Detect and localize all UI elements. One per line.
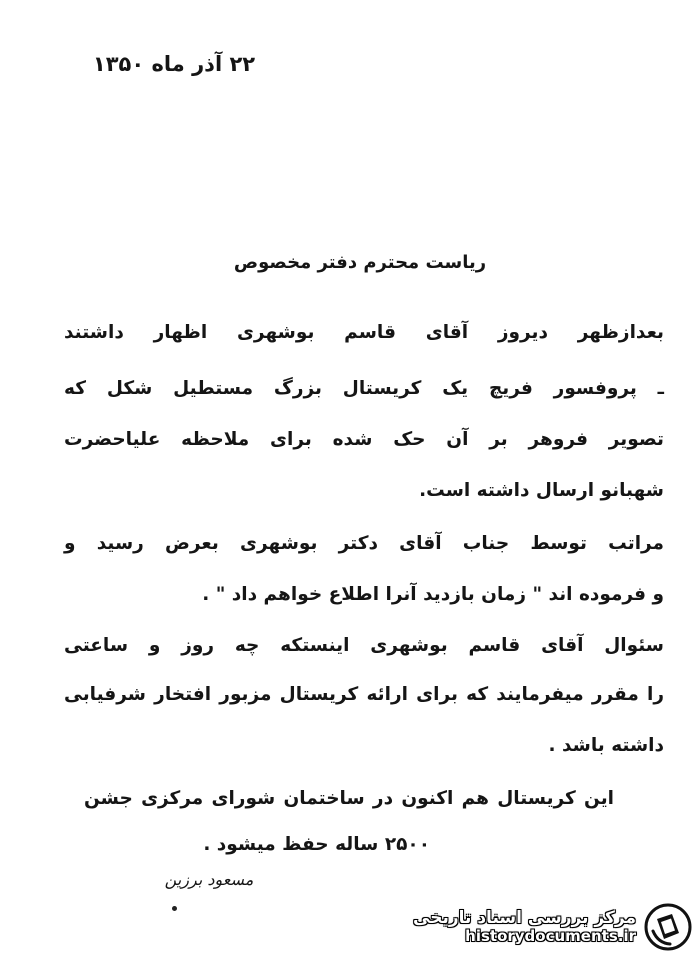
watermark-url: historydocuments.ir (465, 927, 636, 946)
ink-dot (172, 906, 177, 911)
paragraph-4-line-2: ۲۵۰۰ ساله حفظ میشود . (203, 834, 430, 855)
paragraph-3-line-1: سئوال آقای قاسم بوشهری اینستکه چه روز و ساعتی (64, 635, 664, 656)
paragraph-4-line-1: این کریستال هم اکنون در ساختمان شورای مرکزی جشن (84, 788, 614, 809)
addressee-heading: ریاست محترم دفتر مخصوص (233, 252, 487, 273)
paragraph-1-line-4: شهبانو ارسال داشته است. (419, 480, 664, 501)
paragraph-2-line-1: مراتب توسط جناب آقای دکتر بوشهری بعرض رسید و (64, 533, 664, 554)
watermark (413, 903, 692, 951)
paragraph-3-line-3: داشته باشد . (548, 735, 664, 756)
paragraph-2-line-2: و فرموده اند " زمان بازدید آنرا اطلاع خواهم داد " . (202, 584, 664, 605)
document-archive-logo-icon (644, 903, 692, 951)
signature: مسعود برزین (164, 870, 254, 889)
document-date: ۲۲ آذر ماه ۱۳۵۰ (92, 52, 256, 76)
paragraph-1-line-2: ـ پروفسور فریچ یک کریستال بزرگ مستطیل شکل که (64, 378, 664, 399)
paragraph-3-line-2: را مقرر میفرمایند که برای ارائه کریستال مزبور افتخار شرفیابی (64, 684, 664, 705)
paragraph-1-line-1: بعدازظهر دیروز آقای قاسم بوشهری اظهار داشتند (64, 322, 664, 343)
watermark-text (413, 909, 636, 946)
paragraph-1-line-3: تصویر فروهر بر آن حک شده برای ملاحظه علیاحضرت (64, 429, 664, 450)
watermark-title: مرکز بررسی اسناد تاریخی (413, 907, 636, 928)
